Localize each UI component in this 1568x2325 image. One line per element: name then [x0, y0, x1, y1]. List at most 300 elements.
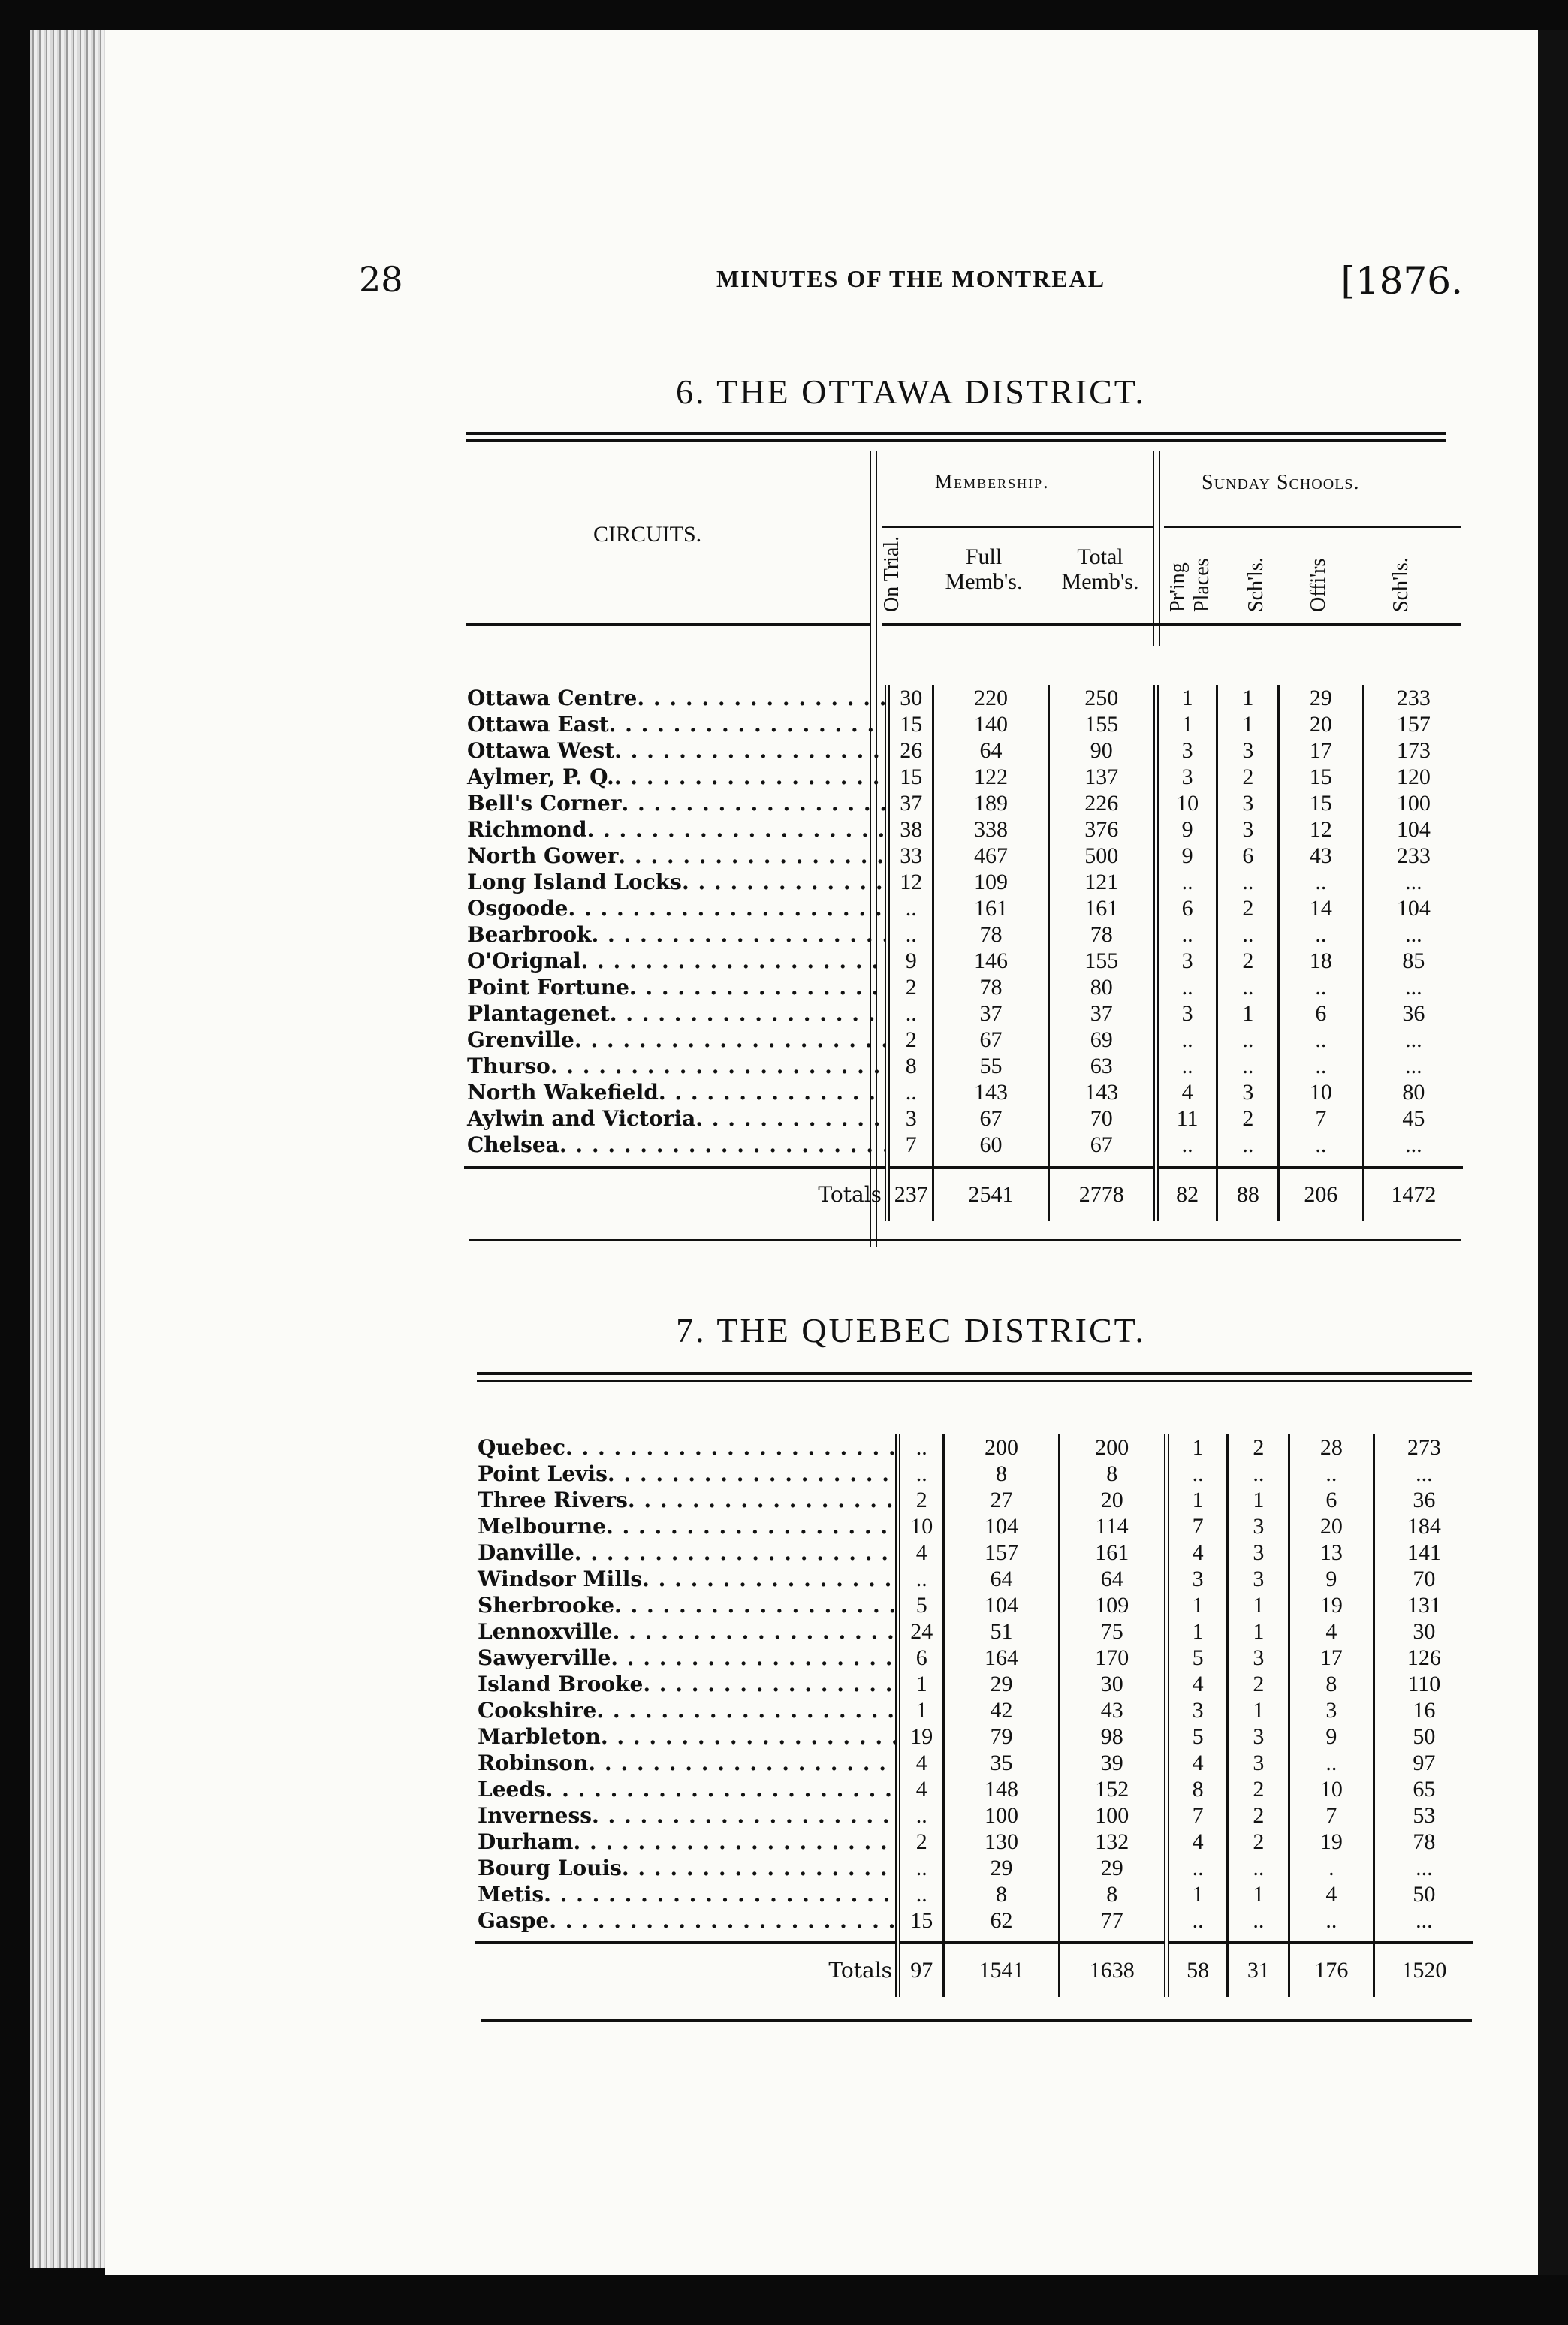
cell-value: ..	[898, 1802, 944, 1829]
cell-value: 1	[1217, 711, 1279, 737]
table-row	[475, 1723, 1473, 1750]
cell-value: 6	[898, 1645, 944, 1671]
cell-value: 88	[1217, 1167, 1279, 1221]
cell-value: ..	[1156, 869, 1217, 895]
cell-value: 2	[1217, 1105, 1279, 1132]
cell-value: 7	[1166, 1513, 1228, 1539]
circuit-name: Inverness . . .	[475, 1802, 898, 1829]
circuit-name: Island Brooke . . .	[475, 1671, 898, 1697]
spacer-cell	[1363, 1158, 1463, 1167]
cell-value: 467	[933, 843, 1048, 869]
ottawa-district-title: 6. THE OTTAWA DISTRICT.	[676, 372, 1146, 411]
ottawa-bottom-rule	[469, 1239, 1461, 1241]
cell-value: 29	[944, 1855, 1059, 1881]
table-row	[475, 1750, 1473, 1776]
circuit-name: Quebec . . .	[475, 1434, 898, 1461]
cell-value: 189	[933, 790, 1048, 816]
cell-value: 1	[1228, 1697, 1289, 1723]
cell-value: 8	[944, 1461, 1059, 1487]
col-preaching-1: Pr'ing	[1166, 562, 1190, 612]
col-scholars: Sch'ls.	[1389, 557, 1413, 612]
cell-value: 2	[1228, 1671, 1289, 1697]
cell-value: 3	[1228, 1513, 1289, 1539]
columns-underline	[882, 623, 1461, 626]
cell-value: 109	[933, 869, 1048, 895]
cell-value: 97	[898, 1943, 944, 1997]
cell-value: 273	[1374, 1434, 1473, 1461]
circuit-name: Cookshire . . .	[475, 1697, 898, 1723]
cell-value: 10	[1279, 1079, 1363, 1105]
cell-value: 10	[1156, 790, 1217, 816]
ottawa-table	[464, 685, 1463, 1221]
cell-value: 104	[944, 1513, 1059, 1539]
quebec-district-title: 7. THE QUEBEC DISTRICT.	[676, 1311, 1146, 1349]
cell-value: 17	[1279, 737, 1363, 764]
cell-value: ...	[1363, 1132, 1463, 1158]
cell-value: 50	[1374, 1881, 1473, 1907]
cell-value: 1	[1156, 685, 1217, 711]
cell-value: ...	[1363, 869, 1463, 895]
cell-value: 4	[1289, 1881, 1374, 1907]
table-row	[475, 1434, 1473, 1461]
cell-value: 8	[1059, 1881, 1166, 1907]
group-sunday-schools: Sunday Schools.	[1202, 471, 1360, 494]
table-row	[475, 1592, 1473, 1618]
table-row	[464, 711, 1463, 737]
cell-value: 1	[1217, 685, 1279, 711]
table-row	[475, 1566, 1473, 1592]
circuit-name: Point Levis . . .	[475, 1461, 898, 1487]
cell-value: 5	[1166, 1723, 1228, 1750]
cell-value: 64	[944, 1566, 1059, 1592]
circuit-name: Chelsea . . .	[464, 1132, 888, 1158]
cell-value: 69	[1048, 1027, 1156, 1053]
cell-value: ..	[898, 1566, 944, 1592]
cell-value: ..	[1279, 1027, 1363, 1053]
table-row	[475, 1513, 1473, 1539]
cell-value: 38	[888, 816, 933, 843]
circuit-name: Aylwin and Victoria . . .	[464, 1105, 888, 1132]
cell-value: ..	[1289, 1907, 1374, 1934]
cell-value: 75	[1059, 1618, 1166, 1645]
cell-value: 65	[1374, 1776, 1473, 1802]
cell-value: 4	[1156, 1079, 1217, 1105]
cell-value: 1	[1228, 1592, 1289, 1618]
cell-value: 5	[898, 1592, 944, 1618]
cell-value: 3	[1228, 1750, 1289, 1776]
cell-value: 8	[944, 1881, 1059, 1907]
cell-value: 148	[944, 1776, 1059, 1802]
cell-value: ..	[1228, 1461, 1289, 1487]
cell-value: 3	[1156, 1000, 1217, 1027]
cell-value: ...	[1363, 1053, 1463, 1079]
cell-value: 4	[898, 1750, 944, 1776]
cell-value: 1541	[944, 1943, 1059, 1997]
cell-value: 64	[933, 737, 1048, 764]
cell-value: 120	[1363, 764, 1463, 790]
spacer-cell	[1289, 1934, 1374, 1943]
col-full-2: Memb's.	[945, 569, 1023, 594]
cell-value: 137	[1048, 764, 1156, 790]
cell-value: 19	[1289, 1592, 1374, 1618]
cell-value: 143	[1048, 1079, 1156, 1105]
col-total-1: Total	[1077, 544, 1123, 569]
circuit-name: Lennoxville . . .	[475, 1618, 898, 1645]
cell-value: ..	[1279, 1132, 1363, 1158]
cell-value: 70	[1374, 1566, 1473, 1592]
cell-value: 14	[1279, 895, 1363, 921]
cell-value: 233	[1363, 685, 1463, 711]
cell-value: 39	[1059, 1750, 1166, 1776]
cell-value: 7	[1279, 1105, 1363, 1132]
cell-value: 20	[1289, 1513, 1374, 1539]
cell-value: 3	[1156, 764, 1217, 790]
cell-value: 104	[1363, 895, 1463, 921]
cell-value: 30	[1059, 1671, 1166, 1697]
cell-value: ..	[1166, 1461, 1228, 1487]
cell-value: 1	[1228, 1618, 1289, 1645]
cell-value: 12	[888, 869, 933, 895]
cell-value: 155	[1048, 711, 1156, 737]
cell-value: 2	[888, 1027, 933, 1053]
cell-value: 53	[1374, 1802, 1473, 1829]
table-row	[475, 1671, 1473, 1697]
cell-value: 250	[1048, 685, 1156, 711]
cell-value: 2778	[1048, 1167, 1156, 1221]
table-row	[464, 1105, 1463, 1132]
cell-value: ..	[1228, 1855, 1289, 1881]
circuit-name: Danville . . .	[475, 1539, 898, 1566]
circuit-name: Metis . . .	[475, 1881, 898, 1907]
cell-value: 157	[944, 1539, 1059, 1566]
cell-value: ..	[888, 895, 933, 921]
cell-value: 3	[1217, 816, 1279, 843]
cell-value: ..	[898, 1881, 944, 1907]
membership-underline	[882, 526, 1153, 528]
cell-value: 80	[1048, 974, 1156, 1000]
table-row	[464, 1079, 1463, 1105]
cell-value: 60	[933, 1132, 1048, 1158]
table-row	[475, 1881, 1473, 1907]
cell-value: ...	[1374, 1461, 1473, 1487]
col-officers: Offi'rs	[1307, 558, 1330, 612]
spacer-cell	[475, 1934, 898, 1943]
cell-value: 2	[1217, 948, 1279, 974]
cell-value: 67	[1048, 1132, 1156, 1158]
circuit-name: Leeds . . .	[475, 1776, 898, 1802]
cell-value: 3	[1156, 737, 1217, 764]
cell-value: 1	[1166, 1487, 1228, 1513]
table-row	[464, 921, 1463, 948]
cell-value: 2	[1217, 764, 1279, 790]
cell-value: 1520	[1374, 1943, 1473, 1997]
quebec-top-rule	[477, 1372, 1472, 1382]
cell-value: 104	[944, 1592, 1059, 1618]
cell-value: 1	[1217, 1000, 1279, 1027]
cell-value: 43	[1059, 1697, 1166, 1723]
cell-value: 10	[898, 1513, 944, 1539]
cell-value: 143	[933, 1079, 1048, 1105]
cell-value: ..	[1156, 1027, 1217, 1053]
cell-value: 237	[888, 1167, 933, 1221]
spacer-cell	[1228, 1934, 1289, 1943]
cell-value: 4	[1166, 1671, 1228, 1697]
cell-value: 1	[898, 1671, 944, 1697]
cell-value: 4	[1166, 1750, 1228, 1776]
circuit-name: Thurso . . .	[464, 1053, 888, 1079]
cell-value: ..	[1166, 1855, 1228, 1881]
cell-value: 85	[1363, 948, 1463, 974]
circuit-name: Three Rivers . . .	[475, 1487, 898, 1513]
cell-value: 15	[888, 764, 933, 790]
spacer-cell	[888, 1158, 933, 1167]
cell-value: 24	[898, 1618, 944, 1645]
spacer-cell	[944, 1934, 1059, 1943]
cell-value: 100	[944, 1802, 1059, 1829]
cell-value: ...	[1363, 1027, 1463, 1053]
cell-value: 7	[1289, 1802, 1374, 1829]
cell-value: 8	[888, 1053, 933, 1079]
cell-value: ..	[888, 1000, 933, 1027]
cell-value: 140	[933, 711, 1048, 737]
cell-value: 42	[944, 1697, 1059, 1723]
cell-value: 3	[1166, 1697, 1228, 1723]
spacer-cell	[1374, 1934, 1473, 1943]
col-full-1: Full	[965, 544, 1003, 569]
cell-value: 11	[1156, 1105, 1217, 1132]
cell-value: 220	[933, 685, 1048, 711]
cell-value: 4	[898, 1539, 944, 1566]
cell-value: 8	[1166, 1776, 1228, 1802]
table-row	[464, 685, 1463, 711]
cell-value: 109	[1059, 1592, 1166, 1618]
col-preaching-2: Places	[1190, 558, 1214, 612]
cell-value: 16	[1374, 1697, 1473, 1723]
cell-value: ..	[1166, 1907, 1228, 1934]
circuit-name: Sawyerville . . .	[475, 1645, 898, 1671]
spacer-cell	[1059, 1934, 1166, 1943]
cell-value: 1638	[1059, 1943, 1166, 1997]
cell-value: ..	[1217, 1132, 1279, 1158]
cell-value: 7	[1166, 1802, 1228, 1829]
cell-value: 36	[1363, 1000, 1463, 1027]
cell-value: 173	[1363, 737, 1463, 764]
cell-value: 3	[1228, 1566, 1289, 1592]
circuit-name: Bearbrook . . .	[464, 921, 888, 948]
cell-value: 200	[1059, 1434, 1166, 1461]
cell-value: 30	[1374, 1618, 1473, 1645]
cell-value: 78	[1048, 921, 1156, 948]
cell-value: ..	[888, 1079, 933, 1105]
cell-value: 5	[1166, 1645, 1228, 1671]
cell-value: 51	[944, 1618, 1059, 1645]
cell-value: 3	[1217, 1079, 1279, 1105]
cell-value: 3	[1217, 790, 1279, 816]
cell-value: 18	[1279, 948, 1363, 974]
table-row	[464, 816, 1463, 843]
cell-value: 1	[1166, 1434, 1228, 1461]
cell-value: 15	[1279, 790, 1363, 816]
page-number: 28	[359, 259, 403, 300]
circuit-name: Melbourne . . .	[475, 1513, 898, 1539]
totals-row	[475, 1943, 1473, 1997]
cell-value: 43	[1279, 843, 1363, 869]
cell-value: 200	[944, 1434, 1059, 1461]
cell-value: 338	[933, 816, 1048, 843]
circuit-name: O'Orignal . . .	[464, 948, 888, 974]
circuit-name: Sherbrooke . . .	[475, 1592, 898, 1618]
cell-value: 50	[1374, 1723, 1473, 1750]
circuit-name: Bourg Louis . . .	[475, 1855, 898, 1881]
table-row	[464, 1027, 1463, 1053]
spacer-row	[464, 1158, 1463, 1167]
cell-value: 1	[1166, 1618, 1228, 1645]
cell-value: ..	[1228, 1907, 1289, 1934]
table-row	[475, 1618, 1473, 1645]
cell-value: 64	[1059, 1566, 1166, 1592]
circuit-name: Plantagenet . . .	[464, 1000, 888, 1027]
circuit-name: Marbleton . . .	[475, 1723, 898, 1750]
table-row	[475, 1461, 1473, 1487]
cell-value: ..	[1217, 921, 1279, 948]
cell-value: 28	[1289, 1434, 1374, 1461]
cell-value: 55	[933, 1053, 1048, 1079]
table-row	[475, 1855, 1473, 1881]
cell-value: ..	[1289, 1750, 1374, 1776]
cell-value: 376	[1048, 816, 1156, 843]
spacer-cell	[933, 1158, 1048, 1167]
cell-value: 126	[1374, 1645, 1473, 1671]
circuit-name: Osgoode . . .	[464, 895, 888, 921]
table-row	[464, 790, 1463, 816]
cell-value: 98	[1059, 1723, 1166, 1750]
totals-label: Totals	[475, 1943, 898, 1997]
table-row	[464, 948, 1463, 974]
circuit-name: Ottawa East . . .	[464, 711, 888, 737]
cell-value: ..	[1279, 921, 1363, 948]
spacer-cell	[1166, 1934, 1228, 1943]
cell-value: 29	[944, 1671, 1059, 1697]
cell-value: 3	[1289, 1697, 1374, 1723]
cell-value: 6	[1217, 843, 1279, 869]
quebec-bottom-rule	[481, 2019, 1472, 2022]
cell-value: ..	[1289, 1461, 1374, 1487]
cell-value: ...	[1374, 1907, 1473, 1934]
cell-value: 132	[1059, 1829, 1166, 1855]
table-row	[464, 974, 1463, 1000]
table-row	[464, 764, 1463, 790]
cell-value: 12	[1279, 816, 1363, 843]
cell-value: 67	[933, 1027, 1048, 1053]
cell-value: 37	[933, 1000, 1048, 1027]
cell-value: 1	[1228, 1881, 1289, 1907]
cell-value: 176	[1289, 1943, 1374, 1997]
cell-value: 2541	[933, 1167, 1048, 1221]
cell-value: 6	[1279, 1000, 1363, 1027]
cell-value: 79	[944, 1723, 1059, 1750]
table-row	[464, 895, 1463, 921]
spacer-row	[475, 1934, 1473, 1943]
cell-value: 161	[1059, 1539, 1166, 1566]
cell-value: 67	[933, 1105, 1048, 1132]
cell-value: ..	[1156, 1053, 1217, 1079]
circuit-name: Richmond . . .	[464, 816, 888, 843]
cell-value: 78	[933, 921, 1048, 948]
cell-value: 97	[1374, 1750, 1473, 1776]
cell-value: ..	[1217, 869, 1279, 895]
circuit-name: Ottawa Centre . . .	[464, 685, 888, 711]
circuit-name: Ottawa West . . .	[464, 737, 888, 764]
cell-value: 1	[1166, 1592, 1228, 1618]
table-row	[475, 1697, 1473, 1723]
cell-value: .	[1289, 1855, 1374, 1881]
cell-value: 1	[1228, 1487, 1289, 1513]
cell-value: 2	[1228, 1802, 1289, 1829]
cell-value: 8	[1059, 1461, 1166, 1487]
cell-value: 20	[1279, 711, 1363, 737]
circuit-name: Robinson . . .	[475, 1750, 898, 1776]
cell-value: 122	[933, 764, 1048, 790]
cell-value: ..	[898, 1461, 944, 1487]
circuit-name: North Gower . . .	[464, 843, 888, 869]
cell-value: 9	[1156, 816, 1217, 843]
cell-value: 9	[1289, 1723, 1374, 1750]
cell-value: 130	[944, 1829, 1059, 1855]
cell-value: 121	[1048, 869, 1156, 895]
cell-value: 35	[944, 1750, 1059, 1776]
cell-value: ..	[1279, 1053, 1363, 1079]
cell-value: 10	[1289, 1776, 1374, 1802]
sunday-underline	[1164, 526, 1461, 528]
table-row	[475, 1776, 1473, 1802]
cell-value: ..	[1217, 1027, 1279, 1053]
cell-value: 4	[1166, 1829, 1228, 1855]
cell-value: 2	[888, 974, 933, 1000]
circuit-name: Bell's Corner . . .	[464, 790, 888, 816]
cell-value: ..	[1217, 974, 1279, 1000]
col-on-trial: On Trial.	[880, 535, 903, 612]
table-row	[464, 843, 1463, 869]
cell-value: ..	[1217, 1053, 1279, 1079]
cell-value: 9	[888, 948, 933, 974]
table-row	[464, 737, 1463, 764]
cell-value: 1472	[1363, 1167, 1463, 1221]
cell-value: 100	[1363, 790, 1463, 816]
cell-value: 226	[1048, 790, 1156, 816]
cell-value: 4	[1289, 1618, 1374, 1645]
cell-value: 152	[1059, 1776, 1166, 1802]
cell-value: 155	[1048, 948, 1156, 974]
cell-value: 19	[1289, 1829, 1374, 1855]
cell-value: 29	[1279, 685, 1363, 711]
cell-value: 3	[1156, 948, 1217, 974]
circuits-underline	[466, 623, 871, 626]
cell-value: ..	[898, 1855, 944, 1881]
cell-value: 29	[1059, 1855, 1166, 1881]
cell-value: 3	[1217, 737, 1279, 764]
cell-value: ..	[1156, 921, 1217, 948]
cell-value: ..	[888, 921, 933, 948]
table-row	[475, 1487, 1473, 1513]
cell-value: ..	[1279, 869, 1363, 895]
cell-value: 500	[1048, 843, 1156, 869]
cell-value: 9	[1156, 843, 1217, 869]
spacer-cell	[1048, 1158, 1156, 1167]
circuit-name: Durham . . .	[475, 1829, 898, 1855]
cell-value: 2	[898, 1487, 944, 1513]
table-row	[464, 869, 1463, 895]
cell-value: ..	[1279, 974, 1363, 1000]
